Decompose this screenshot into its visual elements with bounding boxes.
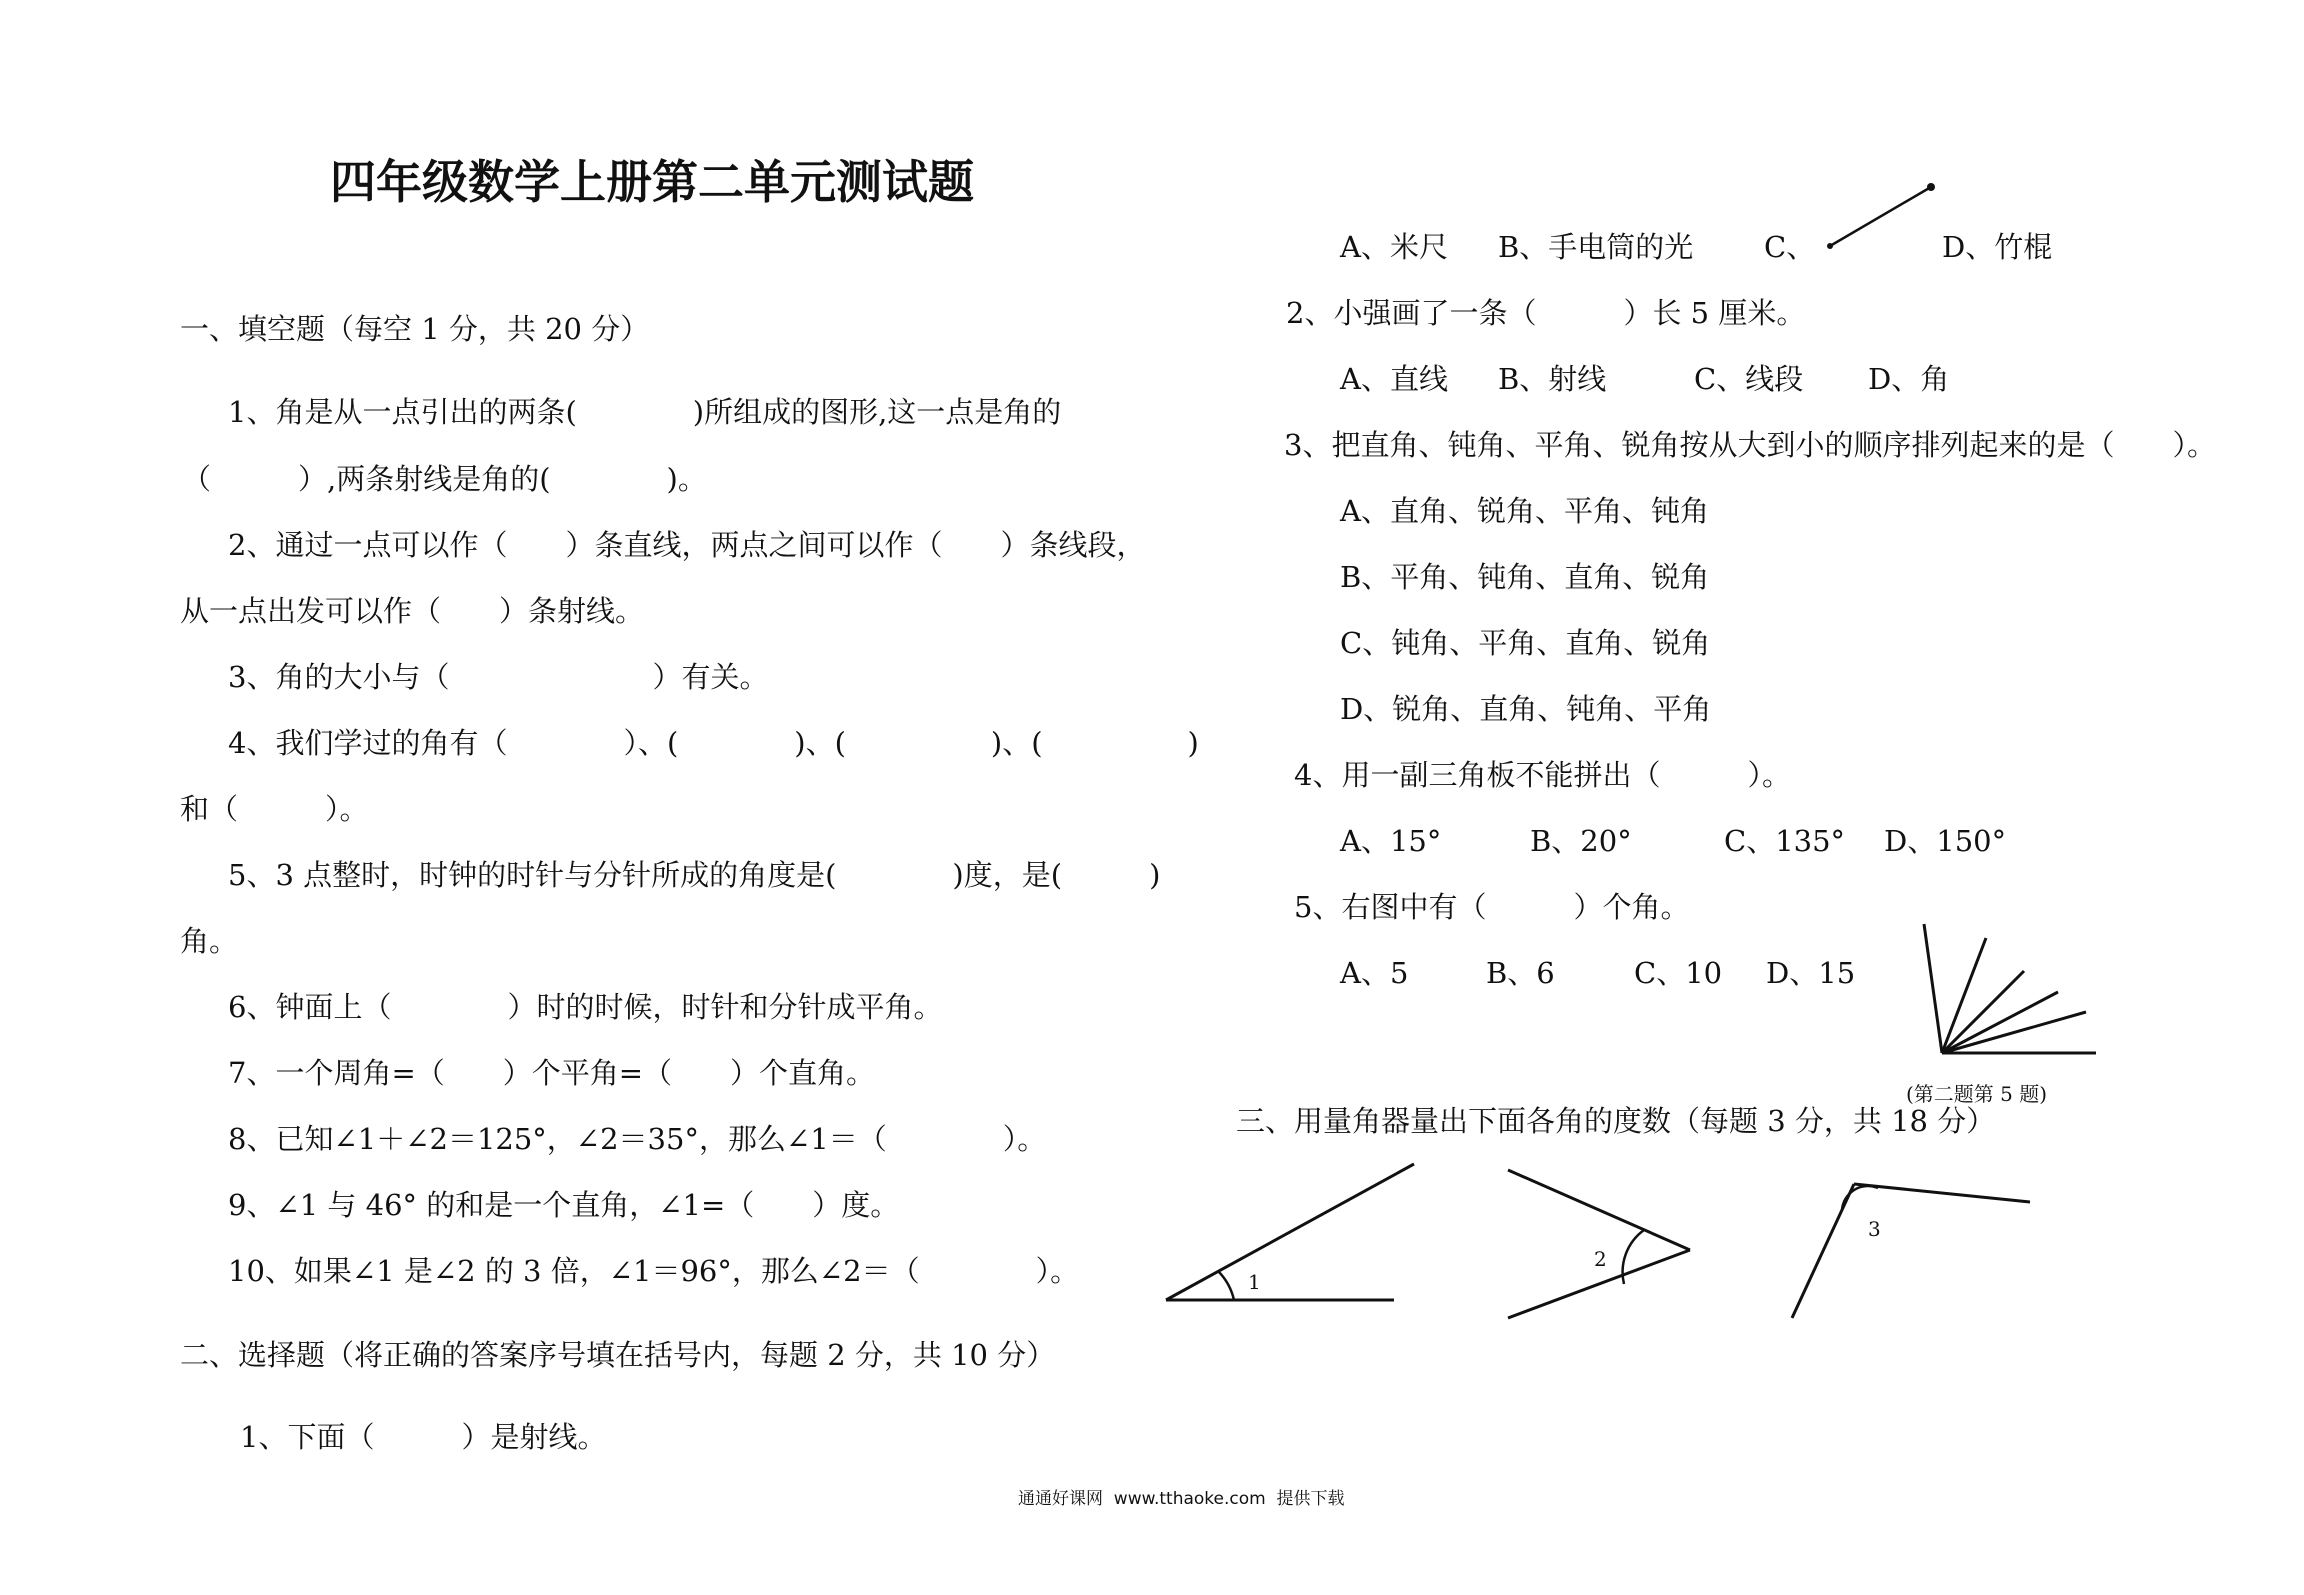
q5-option-a: A、5 bbox=[1340, 956, 1409, 990]
fill-line: （ ）,两条射线是角的( )。 bbox=[182, 462, 707, 496]
footer-credit: 通通好课网 www.tthaoke.com 提供下载 bbox=[1018, 1489, 1345, 1509]
q1-option-c: C、 bbox=[1764, 230, 1816, 264]
q1-option-b: B、手电筒的光 bbox=[1498, 230, 1694, 264]
q1-option-d: D、竹棍 bbox=[1942, 230, 2053, 264]
q2-option-b: B、射线 bbox=[1498, 362, 1607, 396]
q5-option-c: C、10 bbox=[1634, 956, 1723, 990]
figure-caption: (第二题第 5 题) bbox=[1906, 1082, 2048, 1106]
q5-option-b: B、6 bbox=[1486, 956, 1555, 990]
fill-line: 和（ ）。 bbox=[180, 792, 369, 826]
fill-line: 2、通过一点可以作（ ）条直线，两点之间可以作（ ）条线段， bbox=[228, 528, 1146, 562]
fill-line: 4、我们学过的角有（ ）、( )、( )、( ) bbox=[228, 726, 1199, 760]
section1-header: 一、填空题（每空 1 分，共 20 分） bbox=[180, 312, 650, 346]
angle-3-label: 3 bbox=[1868, 1217, 1881, 1241]
q4-option-a: A、15° bbox=[1340, 824, 1442, 858]
fill-line: 8、已知∠1＋∠2＝125°，∠2＝35°，那么∠1＝（ ）。 bbox=[228, 1122, 1047, 1156]
rays-figure bbox=[1924, 924, 2096, 1053]
fill-line: 9、∠1 与 46° 的和是一个直角，∠1=（ ）度。 bbox=[228, 1188, 900, 1222]
question-2-1: 1、下面（ ）是射线。 bbox=[240, 1420, 607, 1454]
question-2-5: 5、右图中有（ ）个角。 bbox=[1294, 890, 1690, 924]
q2-option-c: C、线段 bbox=[1694, 362, 1804, 396]
angle-2-figure bbox=[1508, 1170, 1690, 1318]
question-2-3: 3、把直角、钝角、平角、锐角按从大到小的顺序排列起来的是（ ）。 bbox=[1284, 428, 2216, 462]
page-title: 四年级数学上册第二单元测试题 bbox=[330, 155, 974, 209]
q3-option-b: B、平角、钝角、直角、锐角 bbox=[1340, 560, 1710, 594]
angle-1-figure bbox=[1166, 1164, 1414, 1300]
q4-option-d: D、150° bbox=[1884, 824, 2007, 858]
fill-line: 6、钟面上（ ）时的时候，时针和分针成平角。 bbox=[228, 990, 943, 1024]
fill-line: 角。 bbox=[180, 924, 239, 958]
q4-option-c: C、135° bbox=[1724, 824, 1846, 858]
angle-1-label: 1 bbox=[1248, 1270, 1261, 1294]
angle-2-label: 2 bbox=[1594, 1247, 1607, 1271]
segment-figure bbox=[1827, 183, 1935, 249]
fill-line: 5、3 点整时，时钟的时针与分针所成的角度是( )度，是( ) bbox=[228, 858, 1161, 892]
q4-option-b: B、20° bbox=[1530, 824, 1632, 858]
q3-option-a: A、直角、锐角、平角、钝角 bbox=[1340, 494, 1709, 528]
section3-header: 三、用量角器量出下面各角的度数（每题 3 分，共 18 分） bbox=[1236, 1104, 1996, 1138]
question-2-2: 2、小强画了一条（ ）长 5 厘米。 bbox=[1286, 296, 1806, 330]
angle-3-figure bbox=[1792, 1184, 2030, 1318]
fill-line: 10、如果∠1 是∠2 的 3 倍，∠1＝96°，那么∠2＝（ ）。 bbox=[228, 1254, 1080, 1288]
question-2-4: 4、用一副三角板不能拼出（ ）。 bbox=[1294, 758, 1791, 792]
section2-header: 二、选择题（将正确的答案序号填在括号内，每题 2 分，共 10 分） bbox=[180, 1338, 1056, 1372]
q3-option-d: D、锐角、直角、钝角、平角 bbox=[1340, 692, 1712, 726]
q1-option-a: A、米尺 bbox=[1340, 230, 1448, 264]
fill-line: 从一点出发可以作（ ）条射线。 bbox=[180, 594, 645, 628]
q5-option-d: D、15 bbox=[1766, 956, 1856, 990]
fill-line: 3、角的大小与（ ）有关。 bbox=[228, 660, 769, 694]
fill-line: 1、角是从一点引出的两条( )所组成的图形,这一点是角的 bbox=[228, 395, 1062, 429]
q2-option-d: D、角 bbox=[1868, 362, 1950, 396]
fill-line: 7、一个周角=（ ）个平角=（ ）个直角。 bbox=[228, 1056, 876, 1090]
q2-option-a: A、直线 bbox=[1340, 362, 1448, 396]
q3-option-c: C、钝角、平角、直角、锐角 bbox=[1340, 626, 1711, 660]
